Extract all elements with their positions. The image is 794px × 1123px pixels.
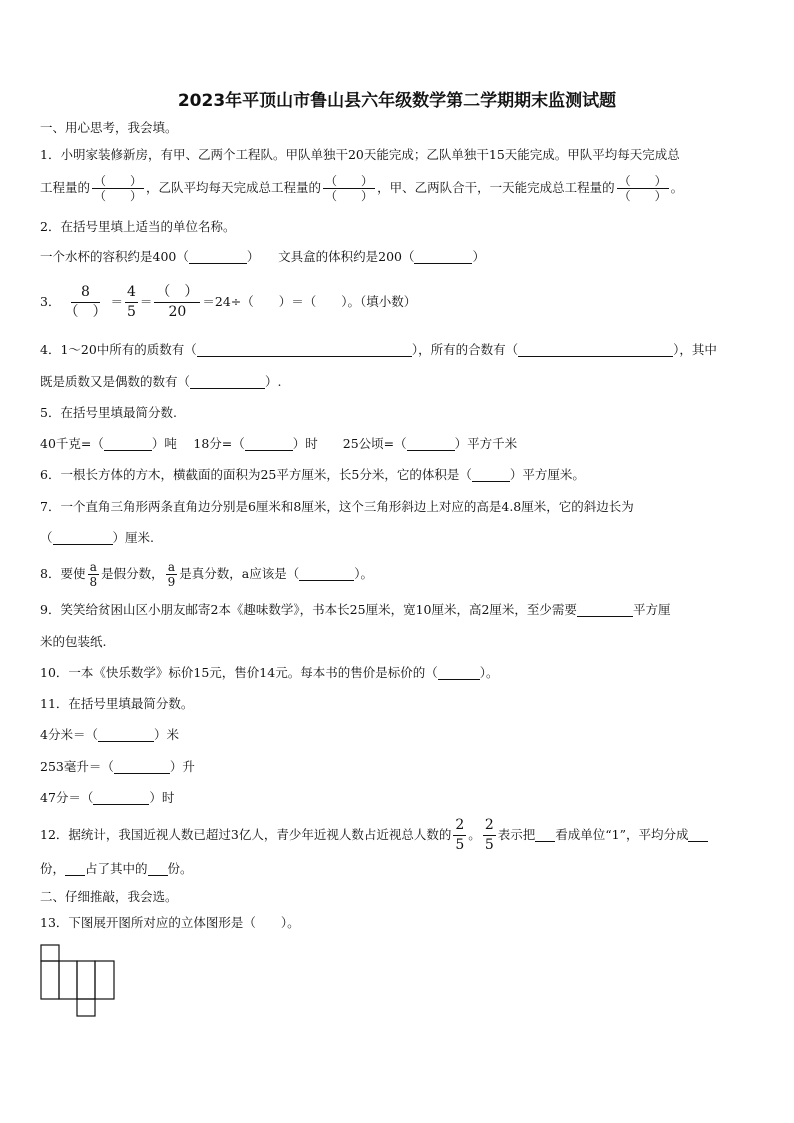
q12-fraction-1: $\frac{2}{5}$ <box>455 817 465 853</box>
q9-line-2: 米的包装纸. <box>40 634 107 649</box>
net-face-right <box>95 961 114 999</box>
q8-label-c: 是真分数，a应该是（ <box>179 566 300 581</box>
q5-label-a: 40千克=（ <box>40 436 104 451</box>
q4-line-2 <box>40 373 282 391</box>
page-title: 2023年平顶山市鲁山县六年级数学第二学期期末监测试题 <box>177 91 617 111</box>
q12-label-d: 看成单位“1”，平均分成 <box>555 827 689 842</box>
q1-label-d: 。 <box>670 180 684 195</box>
q5-label-d: ）平方千米 <box>454 436 518 451</box>
q4-blank-primes[interactable] <box>197 343 412 357</box>
net-face-third <box>77 961 95 999</box>
q12-label-line2c: 份。 <box>167 861 193 876</box>
q4-label-e: ）. <box>265 374 282 389</box>
q5-label-c: ）时 25公顷=（ <box>292 436 407 451</box>
q7-blank[interactable] <box>53 531 113 545</box>
q4-blank-even-prime[interactable] <box>190 375 265 389</box>
q1-blank-fraction-b[interactable]: $\frac{( )}{( )}$ <box>325 174 374 203</box>
q8-blank[interactable] <box>299 567 354 581</box>
q11-blank-3[interactable] <box>93 791 149 805</box>
q10-label-a: 10．一本《快乐数学》标价15元，售价14元。每本书的售价是标价的（ <box>40 665 438 680</box>
q6-label-b: ）平方厘米。 <box>509 467 585 482</box>
q6-label-a: 6．一根长方体的方木，横截面的面积为25平方厘米，长5分米，它的体积是（ <box>40 467 472 482</box>
q8-line <box>40 557 373 591</box>
q5-text: 5．在括号里填最简分数. <box>40 405 177 420</box>
q11-label-r1a: 4分米＝（ <box>40 727 98 742</box>
q11-text: 11．在括号里填最简分数。 <box>40 696 194 711</box>
q8-fraction-1: $\frac{a}{8}$ <box>89 560 98 589</box>
net-face-left <box>41 961 59 999</box>
q10-label-b: ）。 <box>479 665 499 680</box>
q12-blank-3[interactable] <box>65 862 85 876</box>
net-face-top <box>41 945 59 961</box>
q11-row-1 <box>40 726 179 744</box>
q11-label-r3b: ）时 <box>149 790 175 805</box>
q12-label-c: 表示把 <box>497 827 536 842</box>
q12-line-1 <box>40 816 708 855</box>
q7-label-a: （ <box>40 530 53 545</box>
q1-blank-fraction-c[interactable]: $\frac{( )}{( )}$ <box>618 174 667 203</box>
q3-equals-2: ＝ <box>139 294 153 309</box>
q4-line-1 <box>40 341 717 359</box>
q8-fraction-2: $\frac{a}{9}$ <box>167 560 176 589</box>
q1-answer-line <box>40 173 683 203</box>
q2-text: 2．在括号里填上适当的单位名称。 <box>40 219 236 234</box>
section-heading-choice: 二、仔细推敲，我会选。 <box>40 889 178 904</box>
q6-line <box>40 466 585 484</box>
q5-blank-1[interactable] <box>104 437 152 451</box>
q4-blank-composites[interactable] <box>518 343 673 357</box>
q1-text: 1．小明家装修新房，有甲、乙两个工程队。甲队单独干20天能完成；乙队单独干15天能完成。甲队平均每天完成总 <box>40 147 680 162</box>
q4-label-b: ），所有的合数有（ <box>411 342 519 357</box>
q2-label-b: ） 文具盒的体积约是200（ <box>246 249 415 264</box>
q12-line-2 <box>40 860 193 878</box>
q2-label-a: 一个水杯的容积约是400（ <box>40 249 189 264</box>
q13-text: 13．下图展开图所对应的立体图形是（ ）。 <box>40 915 300 930</box>
q4-label-d: 既是质数又是偶数的数有（ <box>40 374 191 389</box>
q11-row-3 <box>40 789 174 807</box>
q12-label-a: 12．据统计，我国近视人数已超过3亿人，青少年近视人数占近视总人数的 <box>40 827 452 842</box>
q11-row-2 <box>40 758 195 776</box>
q7-text: 7．一个直角三角形两条直角边分别是6厘米和8厘米，这个三角形斜边上对应的高是4.8厘米，它的斜边长为 <box>40 499 634 514</box>
q9-line-1 <box>40 601 670 619</box>
q3-number: 3． <box>40 294 61 309</box>
q11-label-r2b: ）升 <box>169 759 195 774</box>
q3-line <box>40 282 416 322</box>
q11-label-r3a: 47分＝（ <box>40 790 94 805</box>
q2-blank-2[interactable] <box>414 250 472 264</box>
q4-label-c: ），其中 <box>673 342 717 357</box>
q5-blank-2[interactable] <box>245 437 293 451</box>
q3-rest: ＝24÷（ ）＝（ ）。（填小数） <box>202 294 417 309</box>
q3-equals-1: ＝ <box>110 294 123 309</box>
q12-fraction-2: $\frac{2}{5}$ <box>484 817 494 853</box>
section-heading-fill: 一、用心思考，我会填。 <box>40 120 178 135</box>
q2-answer-line <box>40 248 485 266</box>
q12-blank-4[interactable] <box>148 862 168 876</box>
q10-line <box>40 664 498 682</box>
q1-blank-fraction-a[interactable]: $\frac{( )}{( )}$ <box>94 174 143 203</box>
q5-answer-line <box>40 435 517 453</box>
q11-blank-1[interactable] <box>98 728 154 742</box>
q11-label-r2a: 253毫升＝（ <box>40 759 114 774</box>
q3-fraction-2: $\frac{4}{5}$ <box>126 284 136 320</box>
q5-label-b: ）吨 18分=（ <box>151 436 245 451</box>
net-face-bottom <box>77 999 95 1016</box>
q12-label-line2a: 份， <box>40 861 66 876</box>
q5-blank-3[interactable] <box>407 437 455 451</box>
q8-label-a: 8．要使 <box>40 566 86 581</box>
q11-label-r1b: ）米 <box>153 727 179 742</box>
q3-fraction-1[interactable]: $\frac{8}{( )}$ <box>64 284 107 320</box>
q3-fraction-3[interactable]: $\frac{( )}{20}$ <box>156 284 199 320</box>
net-face-second <box>59 961 77 999</box>
q7-label-b: ）厘米. <box>112 530 154 545</box>
q8-label-d: ）。 <box>354 566 373 581</box>
q6-blank[interactable] <box>472 468 510 482</box>
q1-label-a: 工程量的 <box>40 180 91 195</box>
q9-label-b: 平方厘 <box>632 602 671 617</box>
q12-label-b: 。 <box>468 827 481 842</box>
q9-blank[interactable] <box>577 603 633 617</box>
q12-blank-2[interactable] <box>688 828 708 842</box>
q7-answer-line <box>40 529 154 547</box>
q12-blank-1[interactable] <box>535 828 555 842</box>
q8-label-b: 是假分数， <box>101 566 164 581</box>
cube-net-figure <box>40 944 120 1018</box>
q10-blank[interactable] <box>438 666 480 680</box>
q12-label-line2b: 占了其中的 <box>85 861 148 876</box>
q9-label-a: 9．笑笑给贫困山区小朋友邮寄2本《趣味数学》，书本长25厘米，宽10厘米，高2厘米，至少需要 <box>40 602 577 617</box>
q1-label-b: ，乙队平均每天完成总工程量的 <box>146 180 322 195</box>
q2-label-c: ） <box>472 249 485 264</box>
q1-label-c: ，甲、乙两队合干，一天能完成总工程量的 <box>377 180 615 195</box>
q11-blank-2[interactable] <box>114 760 170 774</box>
q4-label-a: 4．1～20中所有的质数有（ <box>40 342 197 357</box>
q2-blank-1[interactable] <box>189 250 247 264</box>
